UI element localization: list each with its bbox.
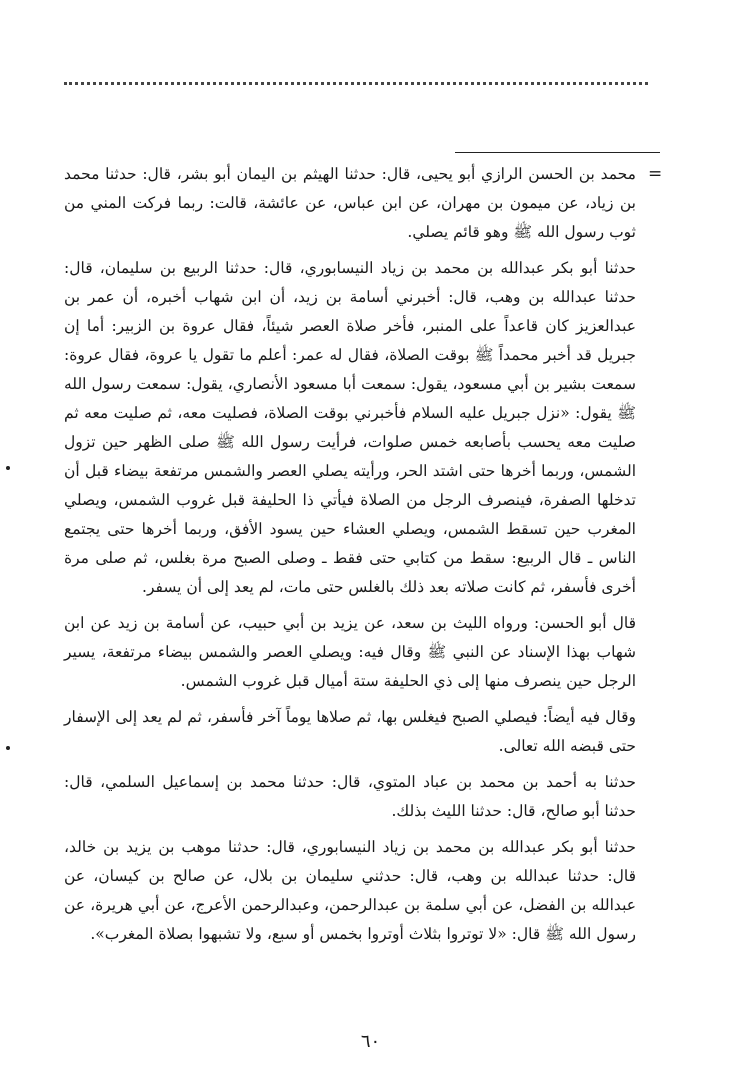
header-dotted-rule — [64, 82, 648, 85]
continuation-marker: = — [648, 164, 663, 184]
page-number: ٦٠ — [360, 1031, 381, 1052]
paragraph: حدثنا أبو بكر عبدالله بن محمد بن زياد النيسابوري، قال: حدثنا موهب بن يزيد بن خالد، قال: حدثنا عبدالله بن وهب، قال: حدثني سليمان بن بلال، عن صالح بن كيسان، عن عبدالله بن الفضل، عن أبي سلمة بن عبدالرحمن، وعبدالرحمن الأعرج، عن أبي هريرة، عن رسول الله ﷺ قال: «لا توتروا بثلاث أوتروا بخمس أو سبع، ولا تشبهوا بصلاة المغرب». — [64, 838, 636, 943]
margin-mark — [6, 746, 10, 750]
footnote-separator — [455, 152, 660, 153]
margin-mark — [6, 466, 10, 470]
paragraph: حدثنا أبو بكر عبدالله بن محمد بن زياد النيسابوري، قال: حدثنا الربيع بن سليمان، قال: حدثنا عبدالله بن وهب، قال: أخبرني أسامة بن زيد، أن ابن شهاب أخبره، أن عمر بن عبدالعزيز كان قاعداً على المنبر، فأخر صلاة العصر شيئاً، فقال عروة بن الزبير: أما إن جبريل قد أخبر محمداً ﷺ بوقت الصلاة، فقال له عمر: أعلم ما تقول يا عروة، فقال عروة: سمعت بشير بن أبي مسعود، يقول: سمعت أبا مسعود الأنصاري، يقول: سمعت رسول الله ﷺ يقول: «نزل جبريل عليه السلام فأخبرني بوقت الصلاة، فصليت معه، ثم صليت معه ثم صليت معه يحسب بأصابعه خمس صلوات، فرأيت رسول الله ﷺ صلى الظهر حين تزول الشمس، وربما أخرها حتى اشتد الحر، ورأيته يصلي العصر والشمس مرتفعة بيضاء قبل أن تدخلها الصفرة، فينصرف الرجل من الصلاة فيأتي ذا الحليفة قبل غروب الشمس، ويصلي المغرب حين تسقط الشمس، ويصلي العشاء حين يسود الأفق، وربما أخرها حتى يجتمع الناس ـ قال الربيع: سقط من كتابي حتى فقط ـ وصلى الصبح مرة بغلس، ثم صلى مرة أخرى فأسفر، ثم كانت صلاته بعد ذلك بالغلس حتى مات، لم يعد إلى أن يسفر. — [64, 259, 636, 596]
paragraph: قال أبو الحسن: ورواه الليث بن سعد، عن يزيد بن أبي حبيب، عن أسامة بن زيد عن ابن شهاب بهذا الإسناد عن النبي ﷺ وقال فيه: ويصلي العصر والشمس بيضاء مرتفعة، يسير الرجل حين ينصرف منها إلى ذي الحليفة ستة أميال قبل غروب الشمس. — [64, 614, 636, 690]
paragraph: وقال فيه أيضاً: فيصلي الصبح فيغلس بها، ثم صلاها يوماً آخر فأسفر، ثم لم يعد إلى الإسفار حتى قبضه الله تعالى. — [64, 708, 636, 755]
paragraph: حدثنا به أحمد بن محمد بن عباد المتوي، قال: حدثنا محمد بن إسماعيل السلمي، قال: حدثنا أبو صالح، قال: حدثنا الليث بذلك. — [64, 773, 636, 820]
footnote-text — [64, 160, 636, 956]
paragraph: محمد بن الحسن الرازي أبو يحيى، قال: حدثنا الهيثم بن اليمان أبو بشر، قال: حدثنا محمد بن زياد، عن ميمون بن مهران، عن ابن عباس، عن عائشة، قالت: ربما فركت المني من ثوب رسول الله ﷺ وهو قائم يصلي. — [64, 165, 636, 241]
